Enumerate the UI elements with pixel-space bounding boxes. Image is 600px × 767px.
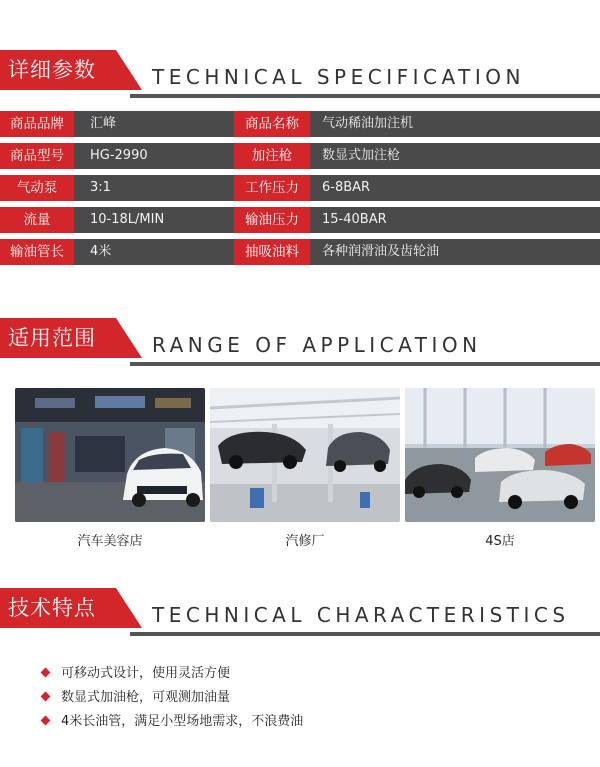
spec-section-title: 详细参数: [8, 58, 96, 82]
spec-row: [0, 175, 600, 201]
spec-row: [0, 207, 600, 233]
spec-key: 工作压力: [234, 175, 310, 201]
spec-value: 3:1: [90, 180, 111, 195]
spec-key: 商品名称: [234, 111, 310, 137]
feature-text: 数显式加油枪，可观测加油量: [61, 690, 231, 705]
application-caption: 汽车美容店: [77, 534, 143, 549]
section-divider: [130, 632, 600, 636]
spec-key: 商品品牌: [0, 111, 74, 137]
spec-row: [0, 143, 600, 169]
spec-row: [0, 239, 600, 265]
auto-repair-shop-photo: [210, 388, 400, 522]
car-beauty-shop-photo: [15, 388, 205, 522]
spec-key: 输油管长: [0, 239, 74, 265]
features-section-header: [0, 588, 600, 640]
spec-key: 输油压力: [234, 207, 310, 233]
spec-value: 各种润滑油及齿轮油: [322, 244, 440, 259]
spec-value: 气动稀油加注机: [322, 116, 414, 131]
feature-text: 4米长油管，满足小型场地需求，不浪费油: [61, 714, 304, 729]
dealership-photo: [405, 388, 595, 522]
diamond-bullet-icon: [41, 716, 51, 726]
spec-key: 气动泵: [0, 175, 74, 201]
application-section-title: 适用范围: [8, 326, 96, 350]
spec-value: 6-8BAR: [322, 180, 371, 195]
spec-value: 10-18L/MIN: [90, 212, 165, 227]
feature-item: [42, 688, 230, 708]
spec-key: 商品型号: [0, 143, 74, 169]
features-section-subtitle: TECHNICAL CHARACTERISTICS: [152, 603, 570, 627]
spec-value: 4米: [90, 244, 112, 259]
feature-text: 可移动式设计，使用灵活方便: [61, 666, 231, 681]
feature-item: [42, 712, 303, 732]
application-section-header: [0, 318, 600, 370]
spec-value: 15-40BAR: [322, 212, 387, 227]
spec-value: 汇峰: [90, 116, 117, 131]
spec-key: 加注枪: [234, 143, 310, 169]
section-divider: [130, 94, 600, 98]
spec-section-subtitle: TECHNICAL SPECIFICATION: [152, 65, 525, 89]
features-section-title: 技术特点: [8, 596, 96, 620]
spec-value: HG-2990: [90, 148, 148, 163]
spec-value: 数显式加注枪: [322, 148, 401, 163]
application-caption: 汽修厂: [285, 534, 325, 549]
spec-key: 抽吸油料: [234, 239, 310, 265]
spec-key: 流量: [0, 207, 74, 233]
diamond-bullet-icon: [41, 668, 51, 678]
spec-section-header: [0, 50, 600, 102]
application-caption: 4S店: [485, 534, 515, 549]
spec-row: [0, 111, 600, 137]
application-section-subtitle: RANGE OF APPLICATION: [152, 333, 482, 357]
diamond-bullet-icon: [41, 692, 51, 702]
section-divider: [130, 362, 600, 366]
feature-item: [42, 664, 230, 684]
